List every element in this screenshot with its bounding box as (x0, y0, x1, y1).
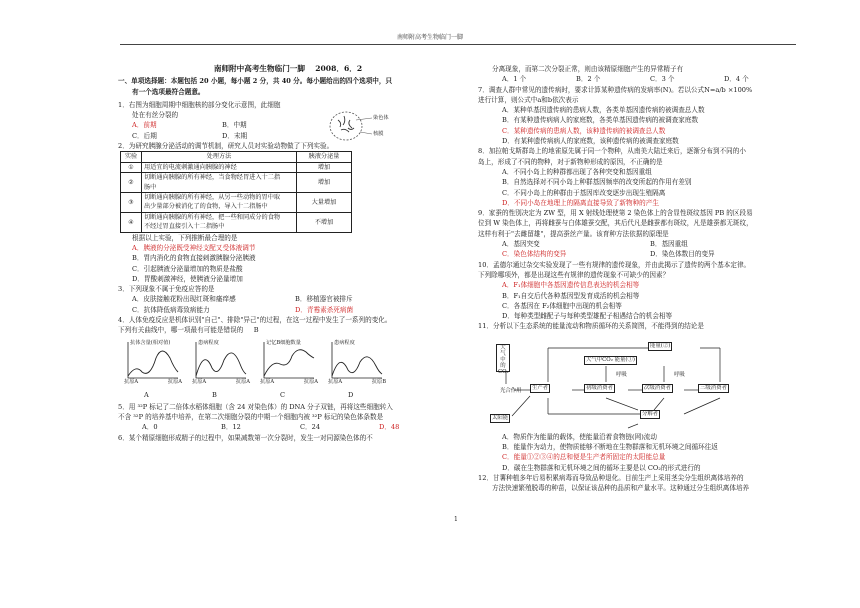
table-header: 处理方法 (142, 152, 297, 162)
energy-top-box: 能量(②) (650, 342, 671, 349)
producer-box: 生产者 (532, 384, 549, 391)
right-column (478, 64, 798, 494)
respiration-label: 呼吸 (616, 371, 627, 378)
q9-option-b: B．基因重组 (650, 240, 688, 249)
q10-stem: 10．孟德尔通过杂交实验发现了一些有规律的遗传现象，并由此揭示了遗传的两个基本定律。 (478, 260, 751, 269)
table-row (121, 193, 352, 213)
cell-text: 切断通向胰腺的所有神经，当食物经胃进入十二指 (144, 174, 281, 182)
graph-d-x2: 抗原B (371, 379, 386, 386)
graph-d-x1: 抗原A (328, 379, 343, 386)
table-cell (142, 162, 297, 172)
secondary-consumer-box: 次级消费者 (644, 384, 671, 391)
q7-option-d: D．有某种遗传病病人的家庭数，该种遗传病的被调查家庭数 (502, 137, 679, 146)
graph-c-axis (260, 377, 318, 387)
q3-option-a: A．皮肤接触花粉出现红斑和瘙痒感 (132, 295, 236, 304)
section-heading-cont: 有一个选项最符合题意。 (132, 87, 205, 96)
table-row (121, 162, 352, 172)
cell-text: 切断通向胰腺的所有神经，把一些和同成分的食物 (144, 213, 281, 221)
q1-options-row2 (118, 131, 312, 141)
q6-stem: 6．某个精原细胞形成精子的过程中，如果减数第一次分裂时，发生一对同源染色体的不 (118, 433, 373, 442)
q7-option-b: B．有某种遗传病病人的家庭数，各类单基因遗传病的被调查家庭数 (502, 116, 699, 125)
solar-energy-box: 太阳能 (492, 414, 509, 421)
table-cell: 大量增加 (297, 193, 352, 213)
q10-option-c: C．各基因在 F₂体细胞中出现的机会相等 (502, 301, 622, 310)
decomposer-box: 分解者 (642, 410, 659, 417)
graph-c (258, 338, 316, 388)
q8-stem-cont: 岛上，形成了不同的物种，对于新物种形成的原因，不正确的是 (478, 157, 663, 166)
q3-option-d: D．青霉素杀死病菌 (295, 305, 354, 314)
table-header: 胰液分泌量 (297, 152, 352, 162)
graph-c-title: 记忆B细胞数量 (266, 339, 301, 346)
q4-stem: 4．人体免疫反应是机体识别"自己"、排除"异己"的过程，在这一过程中发生了一系列的变化。 (118, 316, 392, 324)
graph-letter: B (212, 390, 217, 399)
q6-stem-cont: 分离现象，而第二次分裂正常，则由该精原细胞产生的异常精子有 (492, 65, 684, 73)
q9-option-d: D．染色体数目的变异 (650, 250, 715, 259)
cell-text: 出少量部分被消化了的食物，导入十二指肠中 (144, 203, 268, 211)
q1-option-a: A．前期 (132, 121, 157, 130)
q9-stem: 9．家蚕的性别决定为 ZW 型，用 X 射线处理使第 2 染色体上的含显性斑纹基因 PB 的区段易 (478, 209, 753, 218)
nucleus-diagram (326, 108, 396, 144)
graph-b-axis (192, 377, 250, 387)
diagram-label-membrane: 核膜 (373, 131, 384, 137)
q12-stem: 12．甘薯种植多年后易积累病毒而导致品种退化。目前生产上采用茎尖分生组织离体培养的 (478, 473, 744, 482)
table-header: 实验 (121, 152, 142, 162)
q8-option-d: D．不同小岛在地理上的隔离直接导致了新物种的产生 (502, 198, 659, 207)
table-cell: 不增加 (297, 212, 352, 232)
q3-option-b: B．移植器官被排斥 (295, 295, 353, 304)
diagram-label-chromosome: 染色体 (373, 115, 389, 121)
q7-stem-cont: 进行计算，则公式中a和b依次表示 (478, 95, 579, 104)
q11-option-c: C．能量①②③④的总和便是生产者所固定的太阳能总量 (502, 453, 666, 462)
q4-graphs (122, 338, 458, 388)
table-cell (142, 193, 297, 213)
q9-option-a: A．基因突变 (502, 240, 540, 249)
table-cell: ③ (121, 193, 142, 213)
graph-b-title: 患病程度 (198, 339, 219, 346)
q6-option-a: A．1 个 (502, 75, 527, 84)
primary-consumer-box: 初级消费者 (586, 384, 613, 391)
q2-stem: 2．为研究胰腺分泌活动的调节机制，研究人员对实验动物做了下列实验。 (118, 142, 334, 151)
graph-c-x2: 抗原A (303, 379, 318, 386)
atmosphere-co2-box: 大气中的CO₂ (498, 344, 509, 375)
q5-options (118, 422, 458, 432)
q10-option-a: A．F₁体细胞中各基因遗传信息表达的机会相等 (502, 281, 640, 290)
q3-options-row2 (118, 305, 458, 315)
q4-answer: B (253, 326, 259, 335)
q6-option-b: B．2 个 (576, 75, 601, 84)
q8-stem: 8．加拉帕戈斯群岛上的地雀原先属于同一个物种，从南美大陆迁来后，逐渐分布到不同的小 (478, 147, 746, 156)
section-heading: 一、单项选择题：本题包括 20 小题，每小题 2 分，共 40 分。每小题给出的四个选项中，只 (118, 77, 393, 86)
header-rule (120, 44, 796, 45)
exam-title: 南师附中高考生物临门一脚 2008．6．2 (213, 64, 363, 73)
q8-option-a: A．不同小岛上的种群都出现了各种突变和基因重组 (502, 167, 652, 176)
graph-a-x1: 抗原A (124, 379, 139, 386)
q11-option-d: D．碳在生物群落和无机环境之间的循环主要是以 CO₂的形式进行的 (502, 463, 701, 472)
graph-a-axis (124, 377, 182, 387)
energy-flow-lines (488, 334, 788, 430)
table-cell (142, 173, 297, 193)
q6-option-c: C．3 个 (650, 75, 675, 84)
q11-stem: 11．分析以下生态系统的能量流动和物质循环的关系简图，不能得到的结论是 (478, 322, 704, 331)
graph-letter: C (280, 390, 286, 399)
q5-stem: 5．用 ³²P 标记了二倍体水稻体细胞（含 24 对染色体）的 DNA 分子双链，再将这些细胞转入 (118, 402, 393, 411)
q8-option-b: B．自然选择对不同小岛上种群基因频率的改变所起的作用有差别 (502, 178, 692, 187)
q11-option-a: A．物质作为能量的载体，使能量沿着食物链(网)流动 (502, 432, 657, 441)
q9-options-row1 (478, 239, 798, 249)
graph-d (326, 338, 384, 388)
graph-letter: A (144, 390, 149, 399)
page-number: 1 (454, 516, 458, 523)
left-column (118, 64, 458, 443)
table-cell: ④ (121, 212, 142, 232)
table-row (121, 173, 352, 193)
table-cell: 增加 (297, 162, 352, 172)
cell-text: 用适宜的电流刺激通向胰腺的神经 (144, 163, 237, 171)
q9-option-c: C．染色体结构的变异 (502, 250, 567, 259)
q5-option-d: D．48 (379, 423, 400, 432)
q7-option-c: C．某种遗传病的患病人数，该种遗传病的被调查总人数 (502, 126, 666, 135)
table-cell: ② (121, 173, 142, 193)
q4-graph-letters (118, 390, 416, 400)
q9-options-row2 (478, 249, 798, 259)
tertiary-consumer-box: 三级消费者 (700, 384, 727, 391)
table-header-row (121, 152, 352, 162)
graph-a-title: 抗体含量(相对值) (130, 339, 171, 346)
photosynthesis-label: 光合作用 (500, 387, 522, 394)
graph-a (122, 338, 180, 388)
q7-stem: 7．调查人群中常见的遗传病时，要求计算某种遗传病的发病率(N)。若以公式N=a/b ×100% (478, 85, 753, 94)
q9-stem-cont: 位到 W 染色体上，再将雌蚕与白体雄蚕交配，其后代凡是雌蚕都有斑纹，凡是雄蚕都无斑纹， (478, 219, 753, 228)
q6-option-d: D．4 个 (724, 75, 749, 84)
q2-option-c: C．引起胰液分泌量增加的物质是盐酸 (132, 264, 243, 273)
energy-co2-box: 大气中CO₂ 能量(①) (586, 356, 635, 363)
q1-option-c: C．后期 (132, 131, 157, 140)
q1-option-d: D．末期 (222, 131, 248, 140)
q2-after: 根据以上实验，下列推断最合理的是 (132, 233, 238, 242)
respiration-label: 呼吸 (674, 371, 685, 378)
graph-b (190, 338, 248, 388)
cell-text: 肠中 (144, 183, 157, 191)
graph-c-x1: 抗原A (260, 379, 275, 386)
table-cell: 增加 (297, 173, 352, 193)
q4-stem-text: 下列有关曲线中，哪一项最有可能是错误的 (118, 326, 244, 335)
cell-text: 切断通向胰腺的所有神经，从另一些动物的胃中取 (144, 194, 281, 201)
q2-option-b: B．胃内消化的食物直接刺激胰腺分泌胰液 (132, 254, 256, 263)
table-cell: ① (121, 162, 142, 172)
q3-stem: 3．下列现象不属于免疫应答的是 (118, 285, 215, 294)
q1-options-row1 (118, 120, 312, 130)
graph-letter: D (348, 390, 354, 399)
q5-stem-cont: 不含 ³²P 的培养基中培养，在第二次细胞分裂的中期一个细胞内被 ³²P 标记的染色体条数是 (118, 413, 384, 422)
q1-option-b: B．中期 (222, 121, 247, 130)
q1-stem: 1．右图为细胞周期中细胞核的部分变化示意图，此细胞 (118, 100, 281, 109)
graph-d-title: 患病程度 (334, 339, 355, 346)
q5-option-b: B．12 (221, 423, 241, 432)
q10-option-d: D．每种类型雌配子与每种类型雄配子相遇结合的机会相等 (502, 312, 673, 321)
q2-option-a: A．胰液的分泌既受神经支配又受体液调节 (132, 243, 256, 252)
q3-option-c: C．抗体降低病毒致病能力 (132, 305, 210, 314)
q12-stem-cont: 方法快速繁殖脱毒的种苗，以保证该品种的品质和产量水平。这种通过分生组织离体培养 (492, 484, 750, 493)
table-row (121, 212, 352, 232)
q7-option-a: A．某种单基因遗传病的患病人数，各类单基因遗传病的被调查总人数 (502, 106, 705, 115)
q5-option-a: A．0 (142, 423, 158, 432)
q10-option-b: B．F₁自交后代各种基因型发育成活的机会相等 (502, 291, 640, 300)
graph-a-x2: 抗原A (167, 379, 182, 386)
graph-b-x2: 抗原A (235, 379, 250, 386)
q11-option-b: B．能量作为动力，使物质能够不断地在生物群落和无机环境之间循环往返 (502, 443, 718, 452)
q1-stem-cont: 处在有丝分裂的 (132, 111, 179, 120)
q8-option-c: C．不同小岛上的种群由于基因库改变逐步出现生殖隔离 (502, 188, 666, 197)
q9-stem-cont2: 这样有利于"去雌留雄"，提高蚕丝产量。该育种方法依据的原理是 (478, 229, 669, 238)
experiment-table (120, 151, 352, 232)
page-header: 南师附高考生物临门一脚 (396, 34, 463, 41)
q3-options-row1 (118, 294, 458, 304)
q4-stem-cont (118, 325, 458, 335)
table-cell (142, 212, 297, 232)
q5-option-c: C．24 (300, 423, 321, 432)
q2-option-d: D．胃酸刺激神经，使胰液分泌量增加 (132, 274, 243, 283)
graph-b-x1: 抗原A (192, 379, 207, 386)
q10-stem-cont: 下列除哪项外，都是出现这些有规律的遗传现象不可缺少的因素？ (478, 270, 670, 279)
q6-options (478, 74, 798, 84)
graph-d-axis (328, 377, 386, 387)
energy-flow-diagram (488, 334, 788, 430)
cell-text: 不经过胃直接引入十二指肠中 (144, 223, 225, 231)
